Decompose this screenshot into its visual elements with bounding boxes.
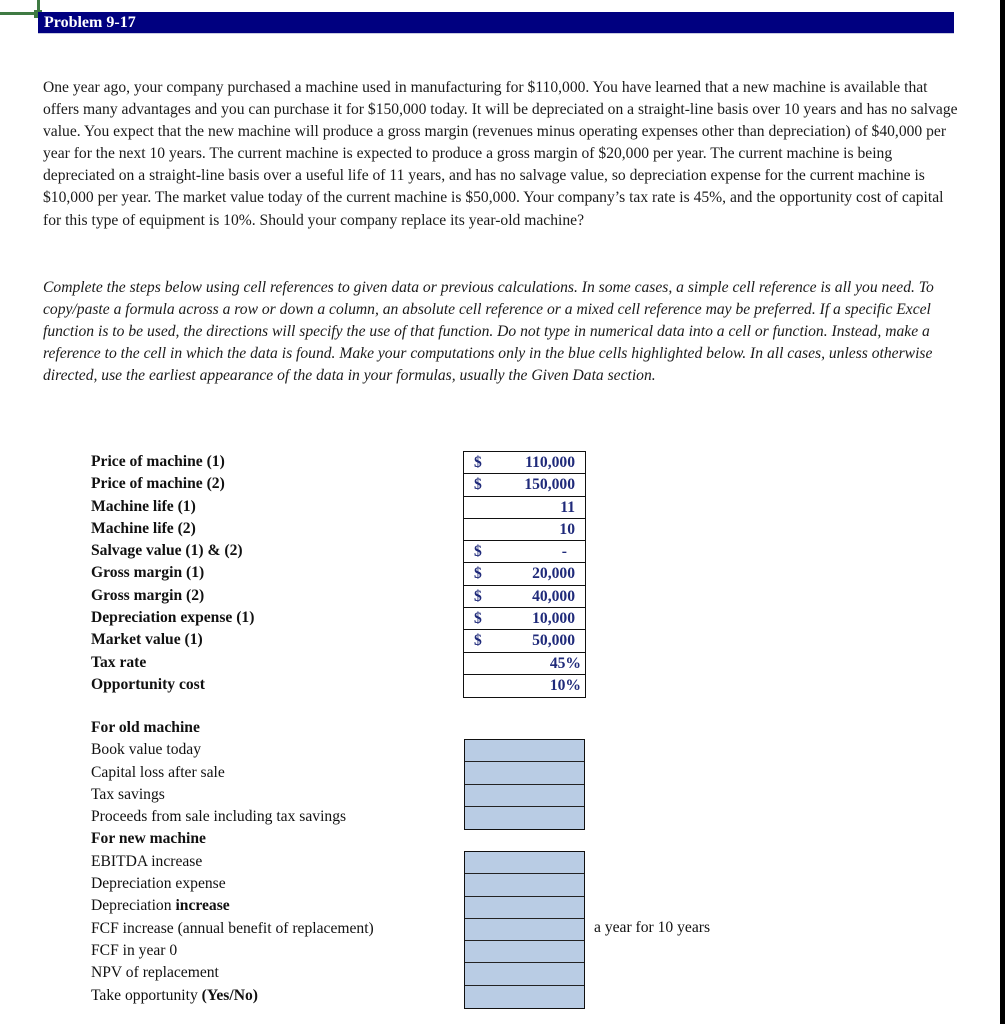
given-label: Salvage value (1) & (2) (91, 542, 243, 560)
label-emphasis: increase (175, 897, 230, 915)
given-cell-price-2[interactable] (464, 474, 585, 496)
given-cell-depreciation-1[interactable] (464, 608, 585, 630)
given-value: 10,000 (532, 610, 575, 628)
given-value: 150,000 (524, 476, 575, 494)
calc-label: FCF in year 0 (91, 941, 178, 959)
given-label: Gross margin (1) (91, 564, 205, 582)
given-value: 20,000 (532, 565, 575, 583)
input-cell-take-opportunity[interactable] (465, 986, 584, 1008)
old-machine-input-cells (464, 739, 585, 830)
currency-symbol: $ (474, 587, 482, 605)
input-cell-ebitda-increase[interactable] (465, 852, 584, 874)
currency-symbol: $ (474, 565, 482, 583)
fcf-duration-note: a year for 10 years (594, 919, 711, 936)
input-cell-depreciation-expense[interactable] (465, 874, 584, 896)
currency-symbol: $ (474, 454, 482, 471)
cell-cursor-line (0, 12, 38, 15)
input-cell-fcf-year-0[interactable] (465, 941, 584, 963)
given-label: Opportunity cost (91, 675, 205, 693)
section-heading-old-machine: For old machine (91, 719, 200, 736)
calc-label: Depreciation expense (91, 875, 226, 893)
problem-statement: One year ago, your company purchased a machine used in manufacturing for $110,000. You have learned that a new machine is available that offers many advantages and you can purchase it for $150,000 today. It will be depreciated on a straight-line basis over 10 years and has no salvage value. You expect that the new machine will produce a gross margin (revenues minus operating expenses other than depreciation) of $40,000 per year for the next 10 years. The current machine is expected to produce a gross margin of $20,000 per year. The current machine is being depreciated on a straight-line basis over a useful life of 11 years, and has no salvage value, so depreciation expense for the current machine is $10,000 per year. The market value today of the current machine is $50,000. Your company’s tax rate is 45%, and the opportunity cost of capital for this type of equipment is 10%. Should your company replace its year-old machine? (43, 79, 958, 229)
given-cell-salvage[interactable] (464, 541, 585, 563)
given-value: 11 (560, 498, 575, 516)
given-cell-price-1[interactable] (464, 452, 585, 474)
given-label: Machine life (1) (91, 497, 196, 515)
given-value: 10% (549, 676, 581, 694)
given-value: 50,000 (532, 632, 575, 650)
input-cell-book-value[interactable] (465, 740, 584, 762)
label-prefix: Take opportunity (91, 986, 202, 1004)
currency-symbol: $ (474, 632, 482, 650)
given-data-table (463, 451, 586, 698)
page-edge (1000, 0, 1005, 1024)
calc-label: Tax savings (91, 785, 165, 803)
label-emphasis: (Yes/No) (201, 986, 258, 1004)
given-cell-tax-rate[interactable] (464, 653, 585, 675)
given-cell-life-1[interactable] (464, 497, 585, 519)
calc-label: Proceeds from sale including tax savings (91, 808, 347, 826)
given-cell-life-2[interactable] (464, 519, 585, 541)
calc-label: NPV of replacement (91, 964, 219, 982)
given-label: Machine life (2) (91, 519, 196, 537)
input-cell-npv[interactable] (465, 963, 584, 985)
problem-title: Problem 9-17 (44, 14, 136, 31)
calc-label-take-opportunity (91, 985, 374, 1007)
given-value: 40,000 (532, 587, 575, 605)
instructions: Complete the steps below using cell references to given data or previous calculations. In some cases, a simple cell reference is all you need. To copy/paste a formula across a row or down a column, an absolute cell reference or a mixed cell reference may be preferred. If a specific Excel function is to be used, the directions will specify the use of that function. Do not type in numerical data into a cell or function. Instead, make a reference to the cell in which the data is found. Make your computations only in the blue cells highlighted below. In all cases, unless otherwise directed, use the earliest appearance of the data in your formulas, usually the Given Data section. (43, 279, 934, 385)
given-value: - (561, 543, 567, 561)
label-prefix: Depreciation (91, 897, 176, 915)
currency-symbol: $ (474, 476, 482, 494)
given-label: Price of machine (2) (91, 475, 225, 493)
new-machine-input-cells (464, 851, 585, 1009)
calculation-labels (91, 717, 374, 1007)
calc-label: FCF increase (annual benefit of replacement) (91, 919, 374, 937)
given-label: Market value (1) (91, 631, 203, 649)
calc-label: Book value today (91, 741, 202, 759)
input-cell-fcf-increase[interactable] (465, 919, 584, 941)
given-data-labels (91, 451, 254, 696)
given-label: Gross margin (2) (91, 586, 205, 604)
given-label: Tax rate (91, 653, 147, 671)
input-cell-proceeds[interactable] (465, 807, 584, 829)
given-value: 45% (549, 654, 581, 672)
given-value: 110,000 (525, 454, 575, 471)
problem-title-bar (38, 12, 954, 34)
input-cell-depreciation-increase[interactable] (465, 897, 584, 919)
input-cell-tax-savings[interactable] (465, 785, 584, 807)
section-heading-new-machine: For new machine (91, 830, 206, 848)
currency-symbol: $ (474, 543, 482, 561)
given-label: Price of machine (1) (91, 453, 225, 470)
currency-symbol: $ (474, 610, 482, 628)
given-cell-market-value[interactable] (464, 630, 585, 652)
given-cell-margin-1[interactable] (464, 563, 585, 585)
given-label: Depreciation expense (1) (91, 609, 255, 627)
input-cell-capital-loss[interactable] (465, 762, 584, 784)
given-cell-opportunity-cost[interactable] (464, 675, 585, 697)
calc-label: Capital loss after sale (91, 763, 225, 781)
calc-label-depreciation-increase (91, 895, 374, 917)
calc-label: EBITDA increase (91, 852, 203, 870)
given-value: 10 (559, 520, 575, 538)
given-cell-margin-2[interactable] (464, 586, 585, 608)
